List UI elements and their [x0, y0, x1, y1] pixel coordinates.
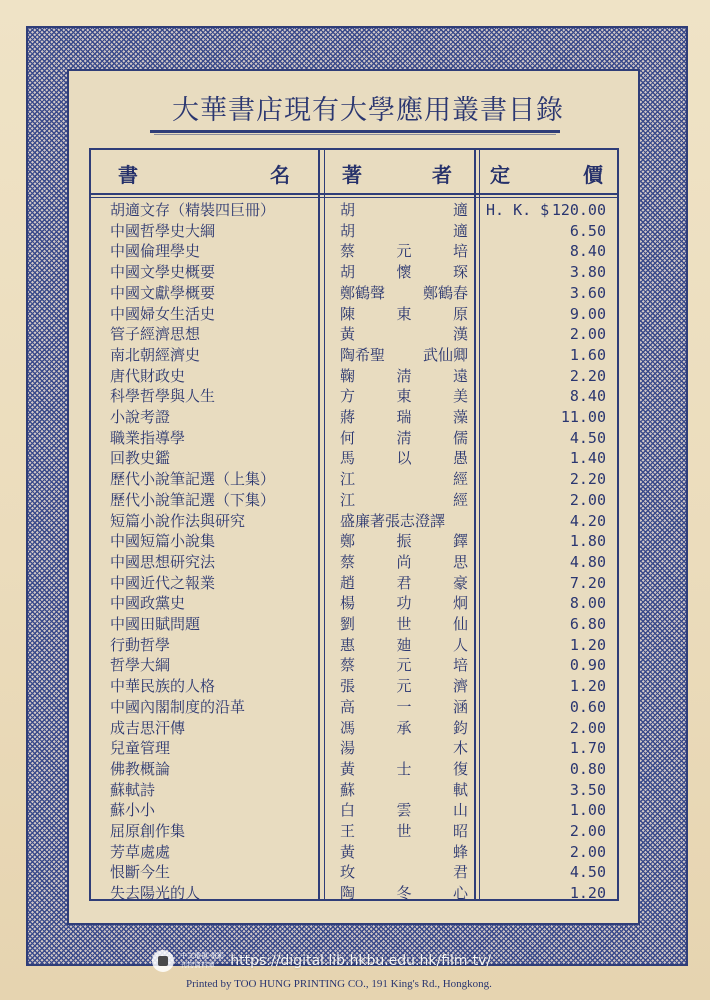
author-part: 玫: [340, 863, 356, 881]
author-part: 元: [396, 242, 412, 260]
book-title: 中國政黨史: [110, 594, 186, 612]
author-part: 培: [452, 656, 468, 674]
header-price-2: 價: [583, 163, 603, 187]
price-value: 1.20: [569, 677, 606, 695]
library-logo-icon: [152, 950, 174, 972]
book-author: [340, 345, 468, 365]
book-title: 小說考證: [110, 408, 171, 426]
price-value: 1.60: [569, 346, 606, 364]
author-part: 適: [452, 222, 468, 240]
header-title-2: 名: [270, 163, 290, 187]
author-part: 東: [396, 387, 412, 405]
author-part: 馬: [340, 449, 356, 467]
book-author: [340, 283, 468, 303]
author-part: 蔡: [340, 656, 356, 674]
book-author: [340, 366, 468, 386]
author-part: 君: [452, 863, 468, 881]
price-value: 9.00: [569, 305, 606, 323]
author-part: 黃: [340, 843, 356, 861]
book-title: 中國田賦問題: [110, 615, 201, 633]
author-part: 思: [452, 553, 468, 571]
author-part: 楊: [340, 594, 356, 612]
book-title: 中國婦女生活史: [110, 305, 216, 323]
price-value: 6.50: [569, 222, 606, 240]
author-part: 蜂: [452, 843, 468, 861]
book-title: 中國倫理學史: [110, 242, 201, 260]
book-author: [340, 241, 468, 261]
author-part: 遠: [452, 367, 468, 385]
header-divider: [89, 197, 619, 198]
book-author: [340, 842, 468, 862]
book-price: [486, 511, 606, 531]
book-author: [340, 262, 468, 282]
author-part: 木: [452, 739, 468, 757]
price-value: 2.00: [569, 843, 606, 861]
currency-label: H. K. $: [486, 201, 550, 219]
book-author: [340, 428, 468, 448]
book-price: [486, 407, 606, 427]
book-author: [340, 697, 468, 717]
header-author-2: 者: [432, 163, 452, 187]
author-part: 適: [452, 201, 468, 219]
column-divider: [324, 148, 325, 901]
book-price: [486, 386, 606, 406]
author-part: 功: [396, 594, 412, 612]
author-part: 藻: [452, 408, 468, 426]
book-price: [486, 283, 606, 303]
author-part: 胡: [340, 263, 356, 281]
author-part: 尚: [396, 553, 412, 571]
book-author: [340, 552, 468, 572]
price-value: 1.20: [569, 884, 606, 902]
price-value: 0.60: [569, 698, 606, 716]
author-part: 趙: [340, 574, 356, 592]
author-part: 陶希聖: [340, 346, 386, 364]
book-price: [486, 718, 606, 738]
column-divider: [474, 148, 476, 901]
author-part: 元: [396, 656, 412, 674]
price-value: 2.00: [569, 822, 606, 840]
price-value: 3.50: [569, 781, 606, 799]
book-price: [486, 655, 606, 675]
watermark: [152, 950, 491, 972]
book-price: [486, 448, 606, 468]
author-part: 蔡: [340, 242, 356, 260]
author-part: 江: [340, 470, 356, 488]
price-value: 1.40: [569, 449, 606, 467]
author-part: 盛廉著張志澄譯: [340, 512, 446, 530]
author-part: 君: [396, 574, 412, 592]
author-part: 愚: [452, 449, 468, 467]
price-value: 11.00: [560, 408, 606, 426]
price-value: 2.20: [569, 367, 606, 385]
book-price: [486, 469, 606, 489]
book-author: [340, 324, 468, 344]
book-price: [486, 304, 606, 324]
author-part: 鄭鶴聲: [340, 284, 386, 302]
author-part: 方: [340, 387, 356, 405]
book-price: [486, 697, 606, 717]
book-price: [486, 614, 606, 634]
author-part: 培: [452, 242, 468, 260]
author-part: 胡: [340, 201, 356, 219]
price-value: 2.00: [569, 491, 606, 509]
author-part: 湯: [340, 739, 356, 757]
price-value: 4.50: [569, 863, 606, 881]
author-part: 淸: [396, 429, 412, 447]
book-title: 中國內閣制度的沿革: [110, 698, 246, 716]
author-part: 濟: [452, 677, 468, 695]
watermark-org-line2: 刊物資料庫: [180, 961, 215, 969]
price-value: 0.80: [569, 760, 606, 778]
author-part: 瑞: [396, 408, 412, 426]
book-title: 中國哲學史大綱: [110, 222, 216, 240]
book-author: [340, 862, 468, 882]
author-part: 美: [452, 387, 468, 405]
price-value: 0.90: [569, 656, 606, 674]
author-part: 黃: [340, 760, 356, 778]
book-author: [340, 614, 468, 634]
author-part: 原: [452, 305, 468, 323]
price-value: 8.00: [569, 594, 606, 612]
book-price: [486, 738, 606, 758]
author-part: 何: [340, 429, 356, 447]
book-price: [486, 593, 606, 613]
author-part: 儒: [452, 429, 468, 447]
book-title: 中國近代之報業: [110, 574, 216, 592]
author-part: 鄭鶴春: [422, 284, 468, 302]
author-part: 琛: [452, 263, 468, 281]
header-price-1: 定: [490, 163, 510, 187]
page-title: 大華書店現有大學應用叢書目錄: [172, 95, 564, 126]
book-price: [486, 200, 606, 220]
book-price: [486, 345, 606, 365]
book-title: 南北朝經濟史: [110, 346, 201, 364]
book-title: 芳草處處: [110, 843, 171, 861]
book-title: 行動哲學: [110, 636, 171, 654]
book-price: [486, 883, 606, 903]
book-author: [340, 655, 468, 675]
book-author: [340, 883, 468, 903]
price-value: 1.00: [569, 801, 606, 819]
author-part: 鄭: [340, 532, 356, 550]
book-author: [340, 593, 468, 613]
author-part: 山: [452, 801, 468, 819]
book-title: 中國文獻學概要: [110, 284, 216, 302]
author-part: 昭: [452, 822, 468, 840]
header-divider: [89, 193, 619, 195]
author-part: 劉: [340, 615, 356, 633]
author-part: 懷: [396, 263, 412, 281]
book-author: [340, 469, 468, 489]
author-part: 蘇: [340, 781, 356, 799]
price-value: 3.60: [569, 284, 606, 302]
book-title: 歷代小說筆記選（上集）: [110, 470, 276, 488]
price-value: 4.50: [569, 429, 606, 447]
price-value: 8.40: [569, 242, 606, 260]
book-price: [486, 573, 606, 593]
book-author: [340, 490, 468, 510]
book-author: [340, 780, 468, 800]
book-title: 哲學大綱: [110, 656, 171, 674]
book-author: [340, 759, 468, 779]
book-price: [486, 759, 606, 779]
author-part: 惠: [340, 636, 356, 654]
author-part: 振: [396, 532, 412, 550]
author-part: 涵: [452, 698, 468, 716]
author-part: 以: [396, 449, 412, 467]
author-part: 白: [340, 801, 356, 819]
book-title: 回教史鑑: [110, 449, 171, 467]
price-value: 4.80: [569, 553, 606, 571]
book-price: [486, 821, 606, 841]
book-price: [486, 676, 606, 696]
price-value: 2.00: [569, 325, 606, 343]
book-price: [486, 531, 606, 551]
book-author: [340, 304, 468, 324]
book-author: [340, 448, 468, 468]
book-title: 蘇軾詩: [110, 781, 156, 799]
book-author: [340, 511, 468, 531]
price-value: 2.20: [569, 470, 606, 488]
book-title: 蘇小小: [110, 801, 156, 819]
book-price: [486, 780, 606, 800]
book-title: 短篇小說作法與研究: [110, 512, 246, 530]
book-price: [486, 490, 606, 510]
author-part: 鞠: [340, 367, 356, 385]
book-title: 恨斷今生: [110, 863, 171, 881]
price-value: 7.20: [569, 574, 606, 592]
book-price: [486, 842, 606, 862]
book-author: [340, 407, 468, 427]
title-underline-thin: [154, 134, 556, 135]
author-part: 世: [396, 615, 412, 633]
author-part: 經: [452, 491, 468, 509]
book-title: 中國短篇小說集: [110, 532, 216, 550]
author-part: 承: [396, 719, 412, 737]
book-title: 成吉思汗傳: [110, 719, 186, 737]
author-part: 冬: [396, 884, 412, 902]
author-part: 心: [452, 884, 468, 902]
book-author: [340, 221, 468, 241]
author-part: 軾: [452, 781, 468, 799]
book-title: 中國文學史概要: [110, 263, 216, 281]
author-part: 淸: [396, 367, 412, 385]
author-part: 漢: [452, 325, 468, 343]
author-part: 高: [340, 698, 356, 716]
header-author-1: 著: [342, 163, 362, 187]
book-author: [340, 200, 468, 220]
title-underline: [150, 130, 560, 133]
book-author: [340, 676, 468, 696]
author-part: 一: [396, 698, 412, 716]
book-price: [486, 552, 606, 572]
author-part: 元: [396, 677, 412, 695]
book-title: 職業指導學: [110, 429, 186, 447]
book-price: [486, 800, 606, 820]
book-title: 歷代小說筆記選（下集）: [110, 491, 276, 509]
author-part: 胡: [340, 222, 356, 240]
price-value: 120.00: [551, 201, 606, 219]
column-divider: [479, 148, 480, 901]
book-title: 兒童管理: [110, 739, 171, 757]
book-author: [340, 573, 468, 593]
author-part: 黃: [340, 325, 356, 343]
book-title: 唐代財政史: [110, 367, 186, 385]
printer-credit: Printed by TOO HUNG PRINTING CO., 191 King's Rd., Hongkong.: [186, 978, 492, 990]
book-price: [486, 428, 606, 448]
author-part: 王: [340, 822, 356, 840]
book-author: [340, 738, 468, 758]
book-price: [486, 324, 606, 344]
book-price: [486, 221, 606, 241]
author-part: 蔡: [340, 553, 356, 571]
author-part: 豪: [452, 574, 468, 592]
book-title: 胡適文存（精裝四巨冊）: [110, 201, 276, 219]
author-part: 馮: [340, 719, 356, 737]
author-part: 張: [340, 677, 356, 695]
book-title: 佛教概論: [110, 760, 171, 778]
author-part: 復: [452, 760, 468, 778]
author-part: 陳: [340, 305, 356, 323]
book-price: [486, 635, 606, 655]
book-author: [340, 800, 468, 820]
header-title-1: 書: [118, 163, 138, 187]
book-title: 中國思想研究法: [110, 553, 216, 571]
author-part: 炯: [452, 594, 468, 612]
author-part: 仙: [452, 615, 468, 633]
author-part: 士: [396, 760, 412, 778]
author-part: 陶: [340, 884, 356, 902]
book-title: 屈原創作集: [110, 822, 186, 840]
price-value: 8.40: [569, 387, 606, 405]
book-price: [486, 366, 606, 386]
author-part: 江: [340, 491, 356, 509]
author-part: 廸: [396, 636, 412, 654]
book-title: 失去陽光的人: [110, 884, 201, 902]
author-part: 人: [452, 636, 468, 654]
price-value: 2.00: [569, 719, 606, 737]
book-author: [340, 821, 468, 841]
author-part: 經: [452, 470, 468, 488]
author-part: 鐸: [452, 532, 468, 550]
price-value: 3.80: [569, 263, 606, 281]
price-value: 6.80: [569, 615, 606, 633]
book-author: [340, 718, 468, 738]
book-title: 科學哲學與人生: [110, 387, 216, 405]
column-divider: [318, 148, 320, 901]
book-author: [340, 635, 468, 655]
watermark-url[interactable]: https://digital.lib.hkbu.edu.hk/film-tv/: [230, 953, 492, 969]
book-author: [340, 531, 468, 551]
price-value: 1.80: [569, 532, 606, 550]
price-value: 4.20: [569, 512, 606, 530]
book-price: [486, 262, 606, 282]
book-price: [486, 241, 606, 261]
price-value: 1.70: [569, 739, 606, 757]
author-part: 東: [396, 305, 412, 323]
author-part: 雲: [396, 801, 412, 819]
book-author: [340, 386, 468, 406]
author-part: 世: [396, 822, 412, 840]
book-title: 管子經濟思想: [110, 325, 201, 343]
author-part: 蔣: [340, 408, 356, 426]
author-part: 鈞: [452, 719, 468, 737]
book-price: [486, 862, 606, 882]
price-value: 1.20: [569, 636, 606, 654]
watermark-org-line1: 中文電視·電影: [180, 952, 225, 960]
author-part: 武仙卿: [422, 346, 468, 364]
book-title: 中華民族的人格: [110, 677, 216, 695]
